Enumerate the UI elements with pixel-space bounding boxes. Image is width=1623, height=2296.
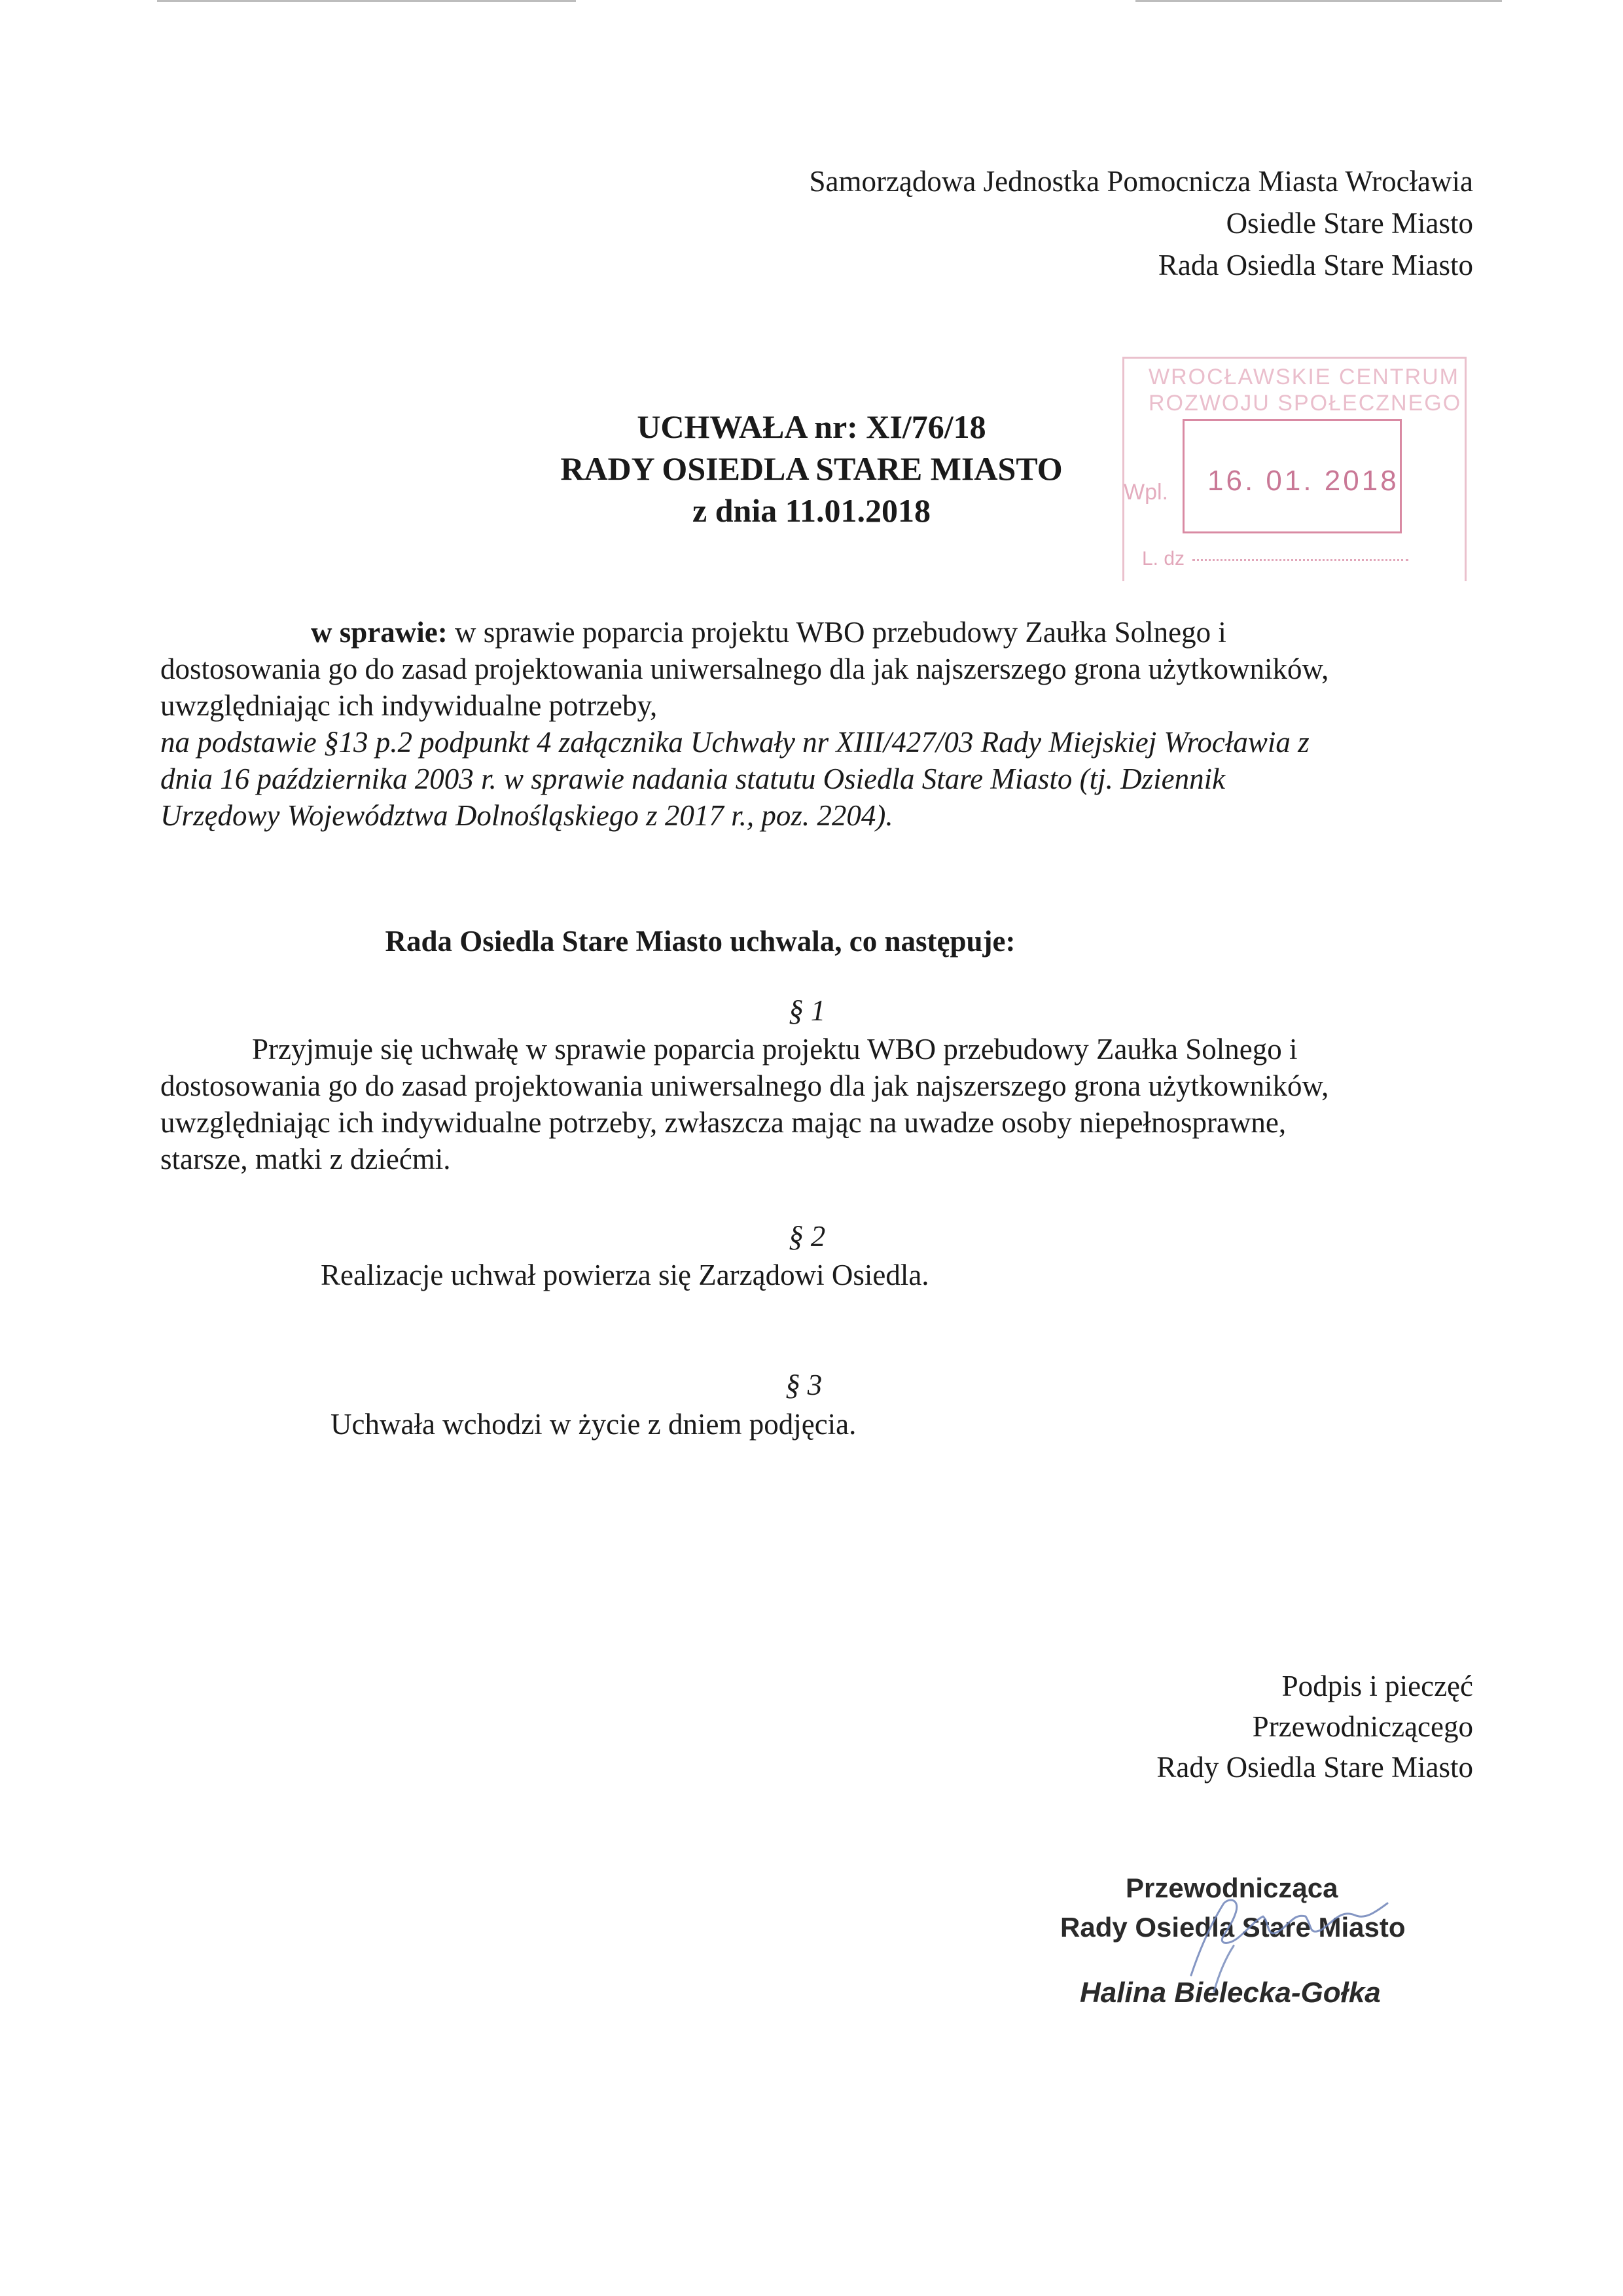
scan-edge-mark [157, 0, 576, 2]
stamp-wpl-label: Wpl. [1124, 480, 1168, 505]
subject-matter [160, 614, 1482, 834]
chairperson-stamp-name: Halina Bielecka-Gołka [1080, 1977, 1381, 2009]
matter-line-2: dostosowania go do zasad projektowania uniwersalnego dla jak najszerszego grona użytkowników, [160, 653, 1329, 685]
section-1-line-1: Przyjmuje się uchwałę w sprawie poparcia projektu WBO przebudowy Zaułka Solnego i [252, 1033, 1298, 1066]
matter-label: w sprawie: [311, 616, 448, 649]
section-1-body [160, 1031, 1329, 1177]
section-2-mark: § 2 [789, 1220, 826, 1253]
chairperson-stamp-council: Rady Osiedla Stare Miasto [1060, 1912, 1406, 1943]
basis-line-3: Urzędowy Województwa Dolnośląskiego z 2017 r., poz. 2204). [160, 799, 893, 832]
section-3-body [330, 1406, 856, 1443]
matter-line-1 [160, 614, 1482, 651]
title-line-1: UCHWAŁA nr: XI/76/18 [637, 408, 986, 445]
stamp-ldz-label: L. dz [1142, 548, 1185, 569]
signature-caption [1156, 1666, 1473, 1787]
title-line-3: z dnia 11.01.2018 [692, 492, 931, 529]
stamp-date: 16. 01. 2018 [1207, 465, 1399, 497]
chairperson-stamp-title: Przewodnicząca [1126, 1873, 1338, 1903]
section-3-mark: § 3 [785, 1369, 823, 1401]
section-1-line-2: dostosowania go do zasad projektowania uniwersalnego dla jak najszerszego grona użytkowników, [160, 1069, 1329, 1102]
stamp-org-line-2: ROZWOJU SPOŁECZNEGO [1149, 391, 1462, 416]
stamp-ldz-row [1142, 548, 1408, 570]
handwritten-signature [1178, 1877, 1400, 1995]
basis-line-2: dnia 16 października 2003 r. w sprawie nadania statutu Osiedla Stare Miasto (tj. Dziennik [160, 762, 1226, 795]
issuer-line-3: Rada Osiedla Stare Miasto [1158, 249, 1473, 281]
title-line-2: RADY OSIEDLA STARE MIASTO [560, 450, 1063, 487]
signature-caption-line-1: Podpis i pieczęć [1281, 1670, 1473, 1702]
signature-caption-line-2: Przewodniczącego [1252, 1710, 1473, 1743]
matter-text-1: w sprawie poparcia projektu WBO przebudowy Zaułka Solnego i [454, 616, 1226, 649]
section-2-body [321, 1257, 929, 1293]
section-3-line-1: Uchwała wchodzi w życie z dniem podjęcia. [330, 1408, 857, 1441]
signature-caption-line-3: Rady Osiedla Stare Miasto [1156, 1751, 1473, 1784]
legal-basis [160, 724, 1482, 834]
resolution-intro-text: Rada Osiedla Stare Miasto uchwala, co następuje: [385, 925, 1016, 958]
basis-line-1: na podstawie §13 p.2 podpunkt 4 załącznika Uchwały nr XIII/427/03 Rady Miejskiej Wrocławia z [160, 726, 1310, 759]
section-1-mark: § 1 [789, 994, 826, 1027]
registry-stamp [1122, 357, 1466, 586]
issuer-line-2: Osiedle Stare Miasto [1226, 207, 1473, 240]
stamp-ldz-dots [1192, 559, 1408, 561]
section-1-line-4: starsze, matki z dziećmi. [160, 1143, 451, 1175]
resolution-intro [0, 922, 1623, 961]
stamp-org-line-1: WROCŁAWSKIE CENTRUM [1149, 365, 1459, 389]
matter-line-3: uwzględniając ich indywidualne potrzeby, [160, 689, 658, 722]
resolution-title [484, 406, 1139, 531]
scan-edge-mark [1135, 0, 1502, 2]
section-2-line-1: Realizacje uchwał powierza się Zarządowi Osiedla. [321, 1259, 929, 1291]
issuer-line-1: Samorządowa Jednostka Pomocnicza Miasta Wrocławia [809, 165, 1473, 198]
section-1-line-3: uwzględniając ich indywidualne potrzeby, zwłaszcza mając na uwadze osoby niepełnosprawne, [160, 1106, 1287, 1139]
issuer-header [809, 160, 1473, 286]
